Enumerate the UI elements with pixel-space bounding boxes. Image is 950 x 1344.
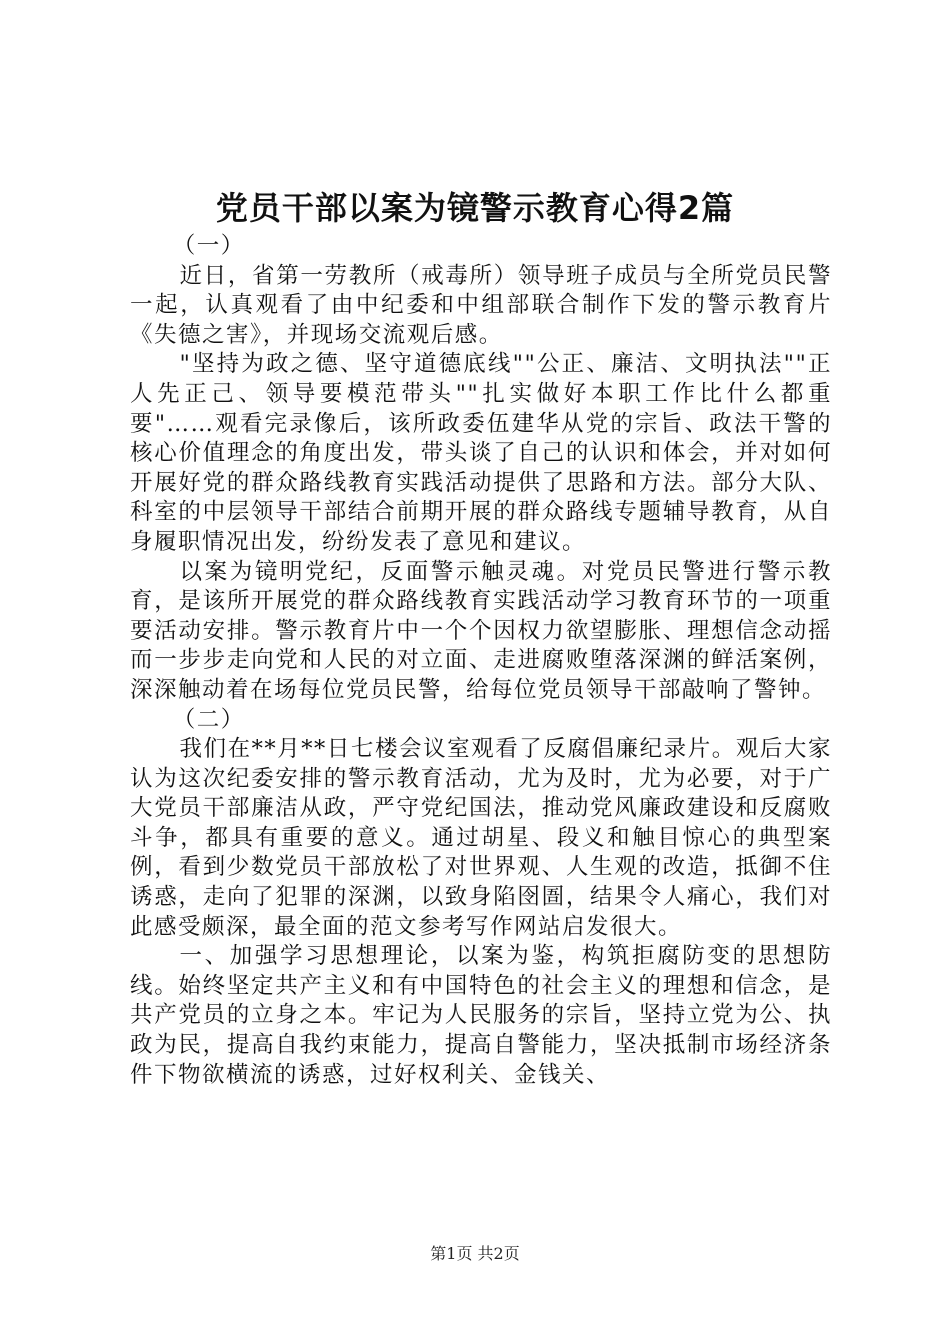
section-heading-2: （二） (172, 706, 245, 733)
section-heading-1: （一） (172, 233, 245, 259)
paragraph: 近日，省第一劳教所（戒毒所）领导班子成员与全所党员民警一起，认真观看了由中纪委和中组部联合制作下发的警示教育片《失德之害》，并现场交流观后感。 (130, 262, 832, 348)
paragraph: 一、加强学习思想理论，以案为鉴，构筑拒腐防变的思想防线。始终坚定共产主义和有中国特色的社会主义的理想和信念，是共产党员的立身之本。牢记为人民服务的宗旨，坚持立党为公、执政为民，提高自我约束能力，提高自警能力，坚决抵制市场经济条件下物欲横流的诱惑，过好权利关、金钱关、 (130, 943, 832, 1088)
paragraph: 我们在**月**日七楼会议室观看了反腐倡廉纪录片。观后大家认为这次纪委安排的警示教育活动，尤为及时，尤为必要，对于广大党员干部廉洁从政，严守党纪国法，推动党风廉政建设和反腐败斗争，都具有重要的意义。通过胡星、段义和触目惊心的典型案例，看到少数党员干部放松了对世界观、人生观的改造，抵御不住诱惑，走向了犯罪的深渊，以致身陷囹圄，结果令人痛心，我们对此感受颇深，最全面的范文参考写作网站启发很大。 (130, 736, 832, 940)
paragraph: 以案为镜明党纪，反面警示触灵魂。对党员民警进行警示教育，是该所开展党的群众路线教育实践活动学习教育环节的一项重要活动安排。警示教育片中一个个因权力欲望膨胀、理想信念动摇而一步步走向党和人民的对立面、走进腐败堕落深渊的鲜活案例，深深触动着在场每位党员民警，给每位党员领导干部敲响了警钟。 (130, 558, 832, 703)
document-body (130, 232, 832, 1090)
page-footer: 第1页 共2页 (430, 1244, 520, 1263)
paragraph: "坚持为政之德、坚守道德底线""公正、廉洁、文明执法""正人先正己、领导要模范带头""扎实做好本职工作比什么都重要"……观看完录像后，该所政委伍建华从党的宗旨、政法干警的核心价值理念的角度出发，带头谈了自己的认识和体会，并对如何开展好党的群众路线教育实践活动提供了思路和方法。部分大队、科室的中层领导干部结合前期开展的群众路线专题辅导教育，从自身履职情况出发，纷纷发表了意见和建议。 (130, 351, 832, 555)
document-title: 党员干部以案为镜警示教育心得2篇 (215, 189, 735, 227)
